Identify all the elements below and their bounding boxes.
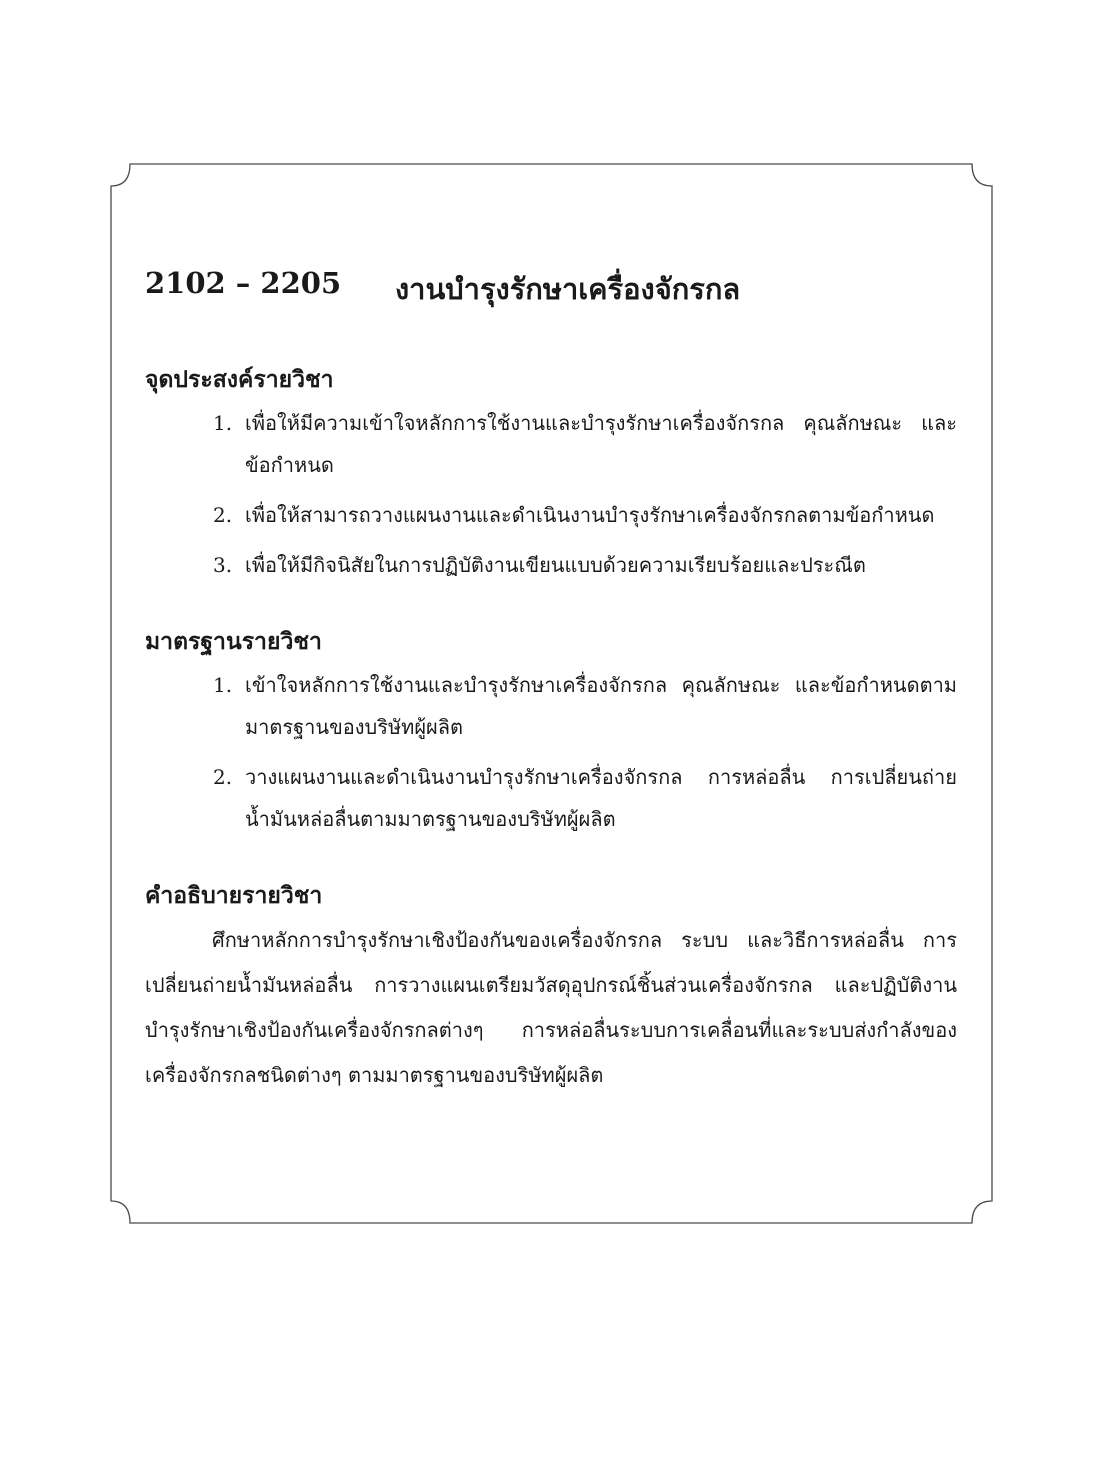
course-title: งานบำรุงรักษาเครื่องจักรกล — [395, 272, 741, 306]
item-text: เพื่อให้สามารถวางแผนงานและดำเนินงานบำรุงรักษาเครื่องจักรกลตามข้อกำหนด — [245, 503, 935, 527]
item-text: วางแผนงานและดำเนินงานบำรุงรักษาเครื่องจักรกล การหล่อลื่น การเปลี่ยนถ่ายน้ำมันหล่อลื่นตามมาตรฐานของบริษัทผู้ผลิต — [245, 765, 957, 831]
objectives-section — [145, 362, 957, 586]
objectives-heading: จุดประสงค์รายวิชา — [145, 366, 334, 393]
standards-section — [145, 624, 957, 840]
standards-list — [145, 664, 957, 840]
standard-item — [145, 664, 957, 748]
item-number: 2. — [213, 503, 233, 527]
standards-heading: มาตรฐานรายวิชา — [145, 628, 322, 655]
objectives-list — [145, 402, 957, 586]
objective-item — [145, 544, 957, 586]
standard-item — [145, 756, 957, 840]
item-number: 1. — [213, 411, 233, 435]
item-text: เพื่อให้มีความเข้าใจหลักการใช้งานและบำรุงรักษาเครื่องจักรกล คุณลักษณะ และข้อกำหนด — [245, 411, 957, 477]
item-number: 3. — [213, 553, 233, 577]
item-number: 2. — [213, 765, 233, 789]
item-text: เพื่อให้มีกิจนิสัยในการปฏิบัติงานเขียนแบบด้วยความเรียบร้อยและประณีต — [245, 553, 866, 577]
description-paragraph: ศึกษาหลักการบำรุงรักษาเชิงป้องกันของเครื่องจักรกล ระบบ และวิธีการหล่อลื่น การเปลี่ยนถ่ายน้ำมันหล่อลื่น การวางแผนเตรียมวัสดุอุปกรณ์ชิ้นส่วนเครื่องจักรกล และปฏิบัติงานบำรุงรักษาเชิงป้องกันเครื่องจักรกลต่างๆ การหล่อลื่นระบบการเคลื่อนที่และระบบส่งกำลังของเครื่องจักรกลชนิดต่างๆ ตามมาตรฐานของบริษัทผู้ผลิต — [145, 928, 957, 1087]
course-content — [145, 260, 957, 1098]
course-code: 2102 – 2205 — [145, 266, 342, 300]
description-heading: คำอธิบายรายวิชา — [145, 882, 323, 909]
objective-item — [145, 402, 957, 486]
objective-item — [145, 494, 957, 536]
course-header — [145, 260, 957, 316]
item-text: เข้าใจหลักการใช้งานและบำรุงรักษาเครื่องจักรกล คุณลักษณะ และข้อกำหนดตามมาตรฐานของบริษัทผู้ผลิต — [245, 673, 957, 739]
description-section — [145, 878, 957, 1098]
item-number: 1. — [213, 673, 233, 697]
